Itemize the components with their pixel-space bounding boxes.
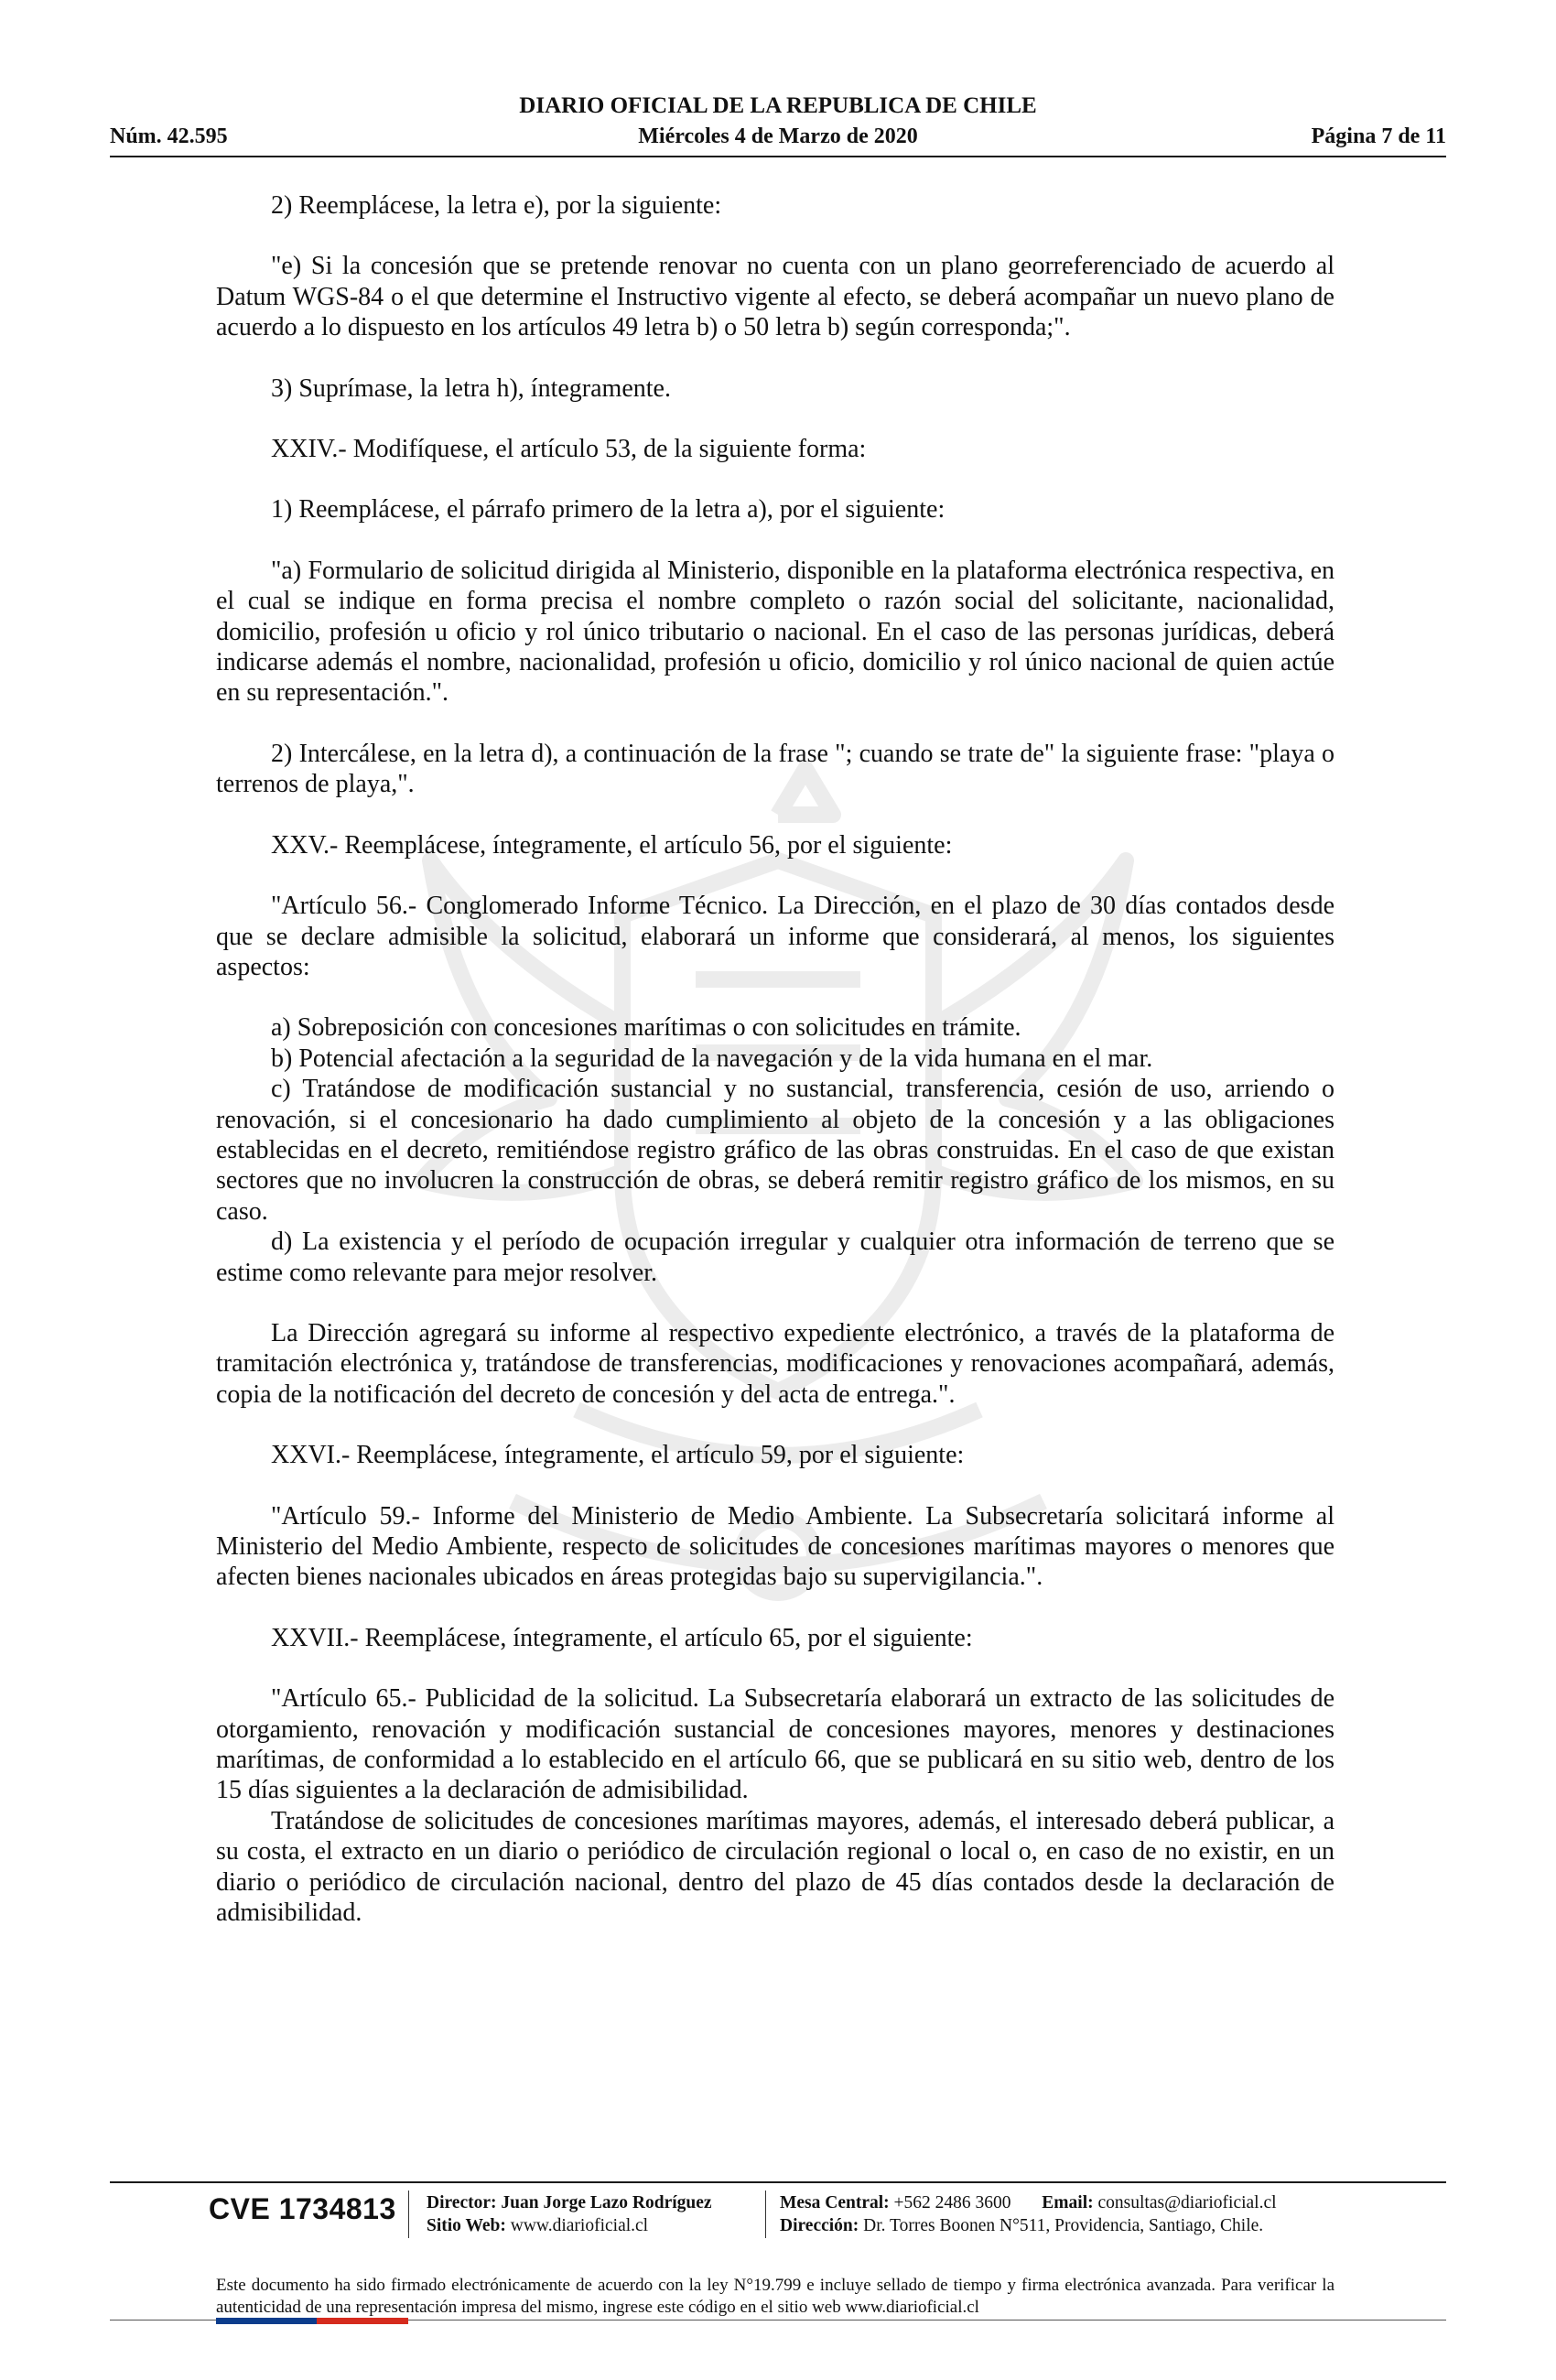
footer-divider <box>110 2181 1446 2183</box>
paragraph: 2) Reemplácese, la letra e), por la siguiente: <box>271 191 722 220</box>
publication-title: DIARIO OFICIAL DE LA REPUBLICA DE CHILE <box>519 93 1037 118</box>
paragraph: "Artículo 59.- Informe del Ministerio de Medio Ambiente. La Subsecretaría solicitará informe al Ministerio del Medio Ambiente, respecto de solicitudes de concesiones marítimas mayores o menores que afecten bienes nacionales ubicados en áreas protegidas bajo su supervigilancia.". <box>216 1501 1334 1592</box>
list-item: c) Tratándose de modificación sustancial y no sustancial, transferencia, cesión de uso, arriendo o renovación, si el concesionario ha dado cumplimiento al objeto de la concesión y a las obligaciones establecidas en el decreto, remitiéndose registro gráfico de las obras construidas. En el caso de que existan sectores que no involucren la construcción de obras, se deberá remitir registro gráfico de los mismos, en su caso. <box>216 1075 1334 1226</box>
paragraph: 3) Suprímase, la letra h), íntegramente. <box>271 373 671 403</box>
website-link[interactable]: www.diarioficial.cl <box>510 2216 649 2235</box>
paragraph: 1) Reemplácese, el párrafo primero de la letra a), por el siguiente: <box>271 495 945 525</box>
phone-label: Mesa Central: <box>780 2193 890 2212</box>
list-item: b) Potencial afectación a la seguridad de la navegación y de la vida humana en el mar. <box>271 1044 1153 1073</box>
page-number: Página 7 de 11 <box>1311 124 1446 148</box>
paragraph: XXIV.- Modifíquese, el artículo 53, de la siguiente forma: <box>271 435 867 464</box>
paragraph: Tratándose de solicitudes de concesiones marítimas mayores, además, el interesado deberá publicar, a su costa, el extracto en un diario o periódico de circulación regional o local o, en caso de no existir, en un diario o periódico de circulación nacional, dentro del plazo de 45 días contados desde la declaración de admisibilidad. <box>216 1806 1334 1928</box>
issue-number: Núm. 42.595 <box>110 124 228 148</box>
paragraph: XXV.- Reemplácese, íntegramente, el artículo 56, por el siguiente: <box>271 830 953 860</box>
footer-separator <box>765 2191 766 2238</box>
paragraph: "Artículo 56.- Conglomerado Informe Técnico. La Dirección, en el plazo de 30 días contados desde que se declare admisible la solicitud, elaborará un informe que considerará, al menos, los siguientes aspectos: <box>216 892 1334 981</box>
address-label: Dirección: <box>780 2216 859 2235</box>
cve-code: CVE 1734813 <box>209 2192 396 2225</box>
issue-date: Miércoles 4 de Marzo de 2020 <box>638 124 918 148</box>
paragraph: XXVII.- Reemplácese, íntegramente, el artículo 65, por el siguiente: <box>271 1623 973 1652</box>
address-line <box>780 2216 1263 2236</box>
website-line <box>427 2216 648 2236</box>
phone-number: +562 2486 3600 <box>893 2193 1011 2212</box>
email-link[interactable]: consultas@diarioficial.cl <box>1097 2193 1277 2212</box>
flag-blue-stripe <box>216 2318 317 2324</box>
paragraph: La Dirección agregará su informe al respectivo expediente electrónico, a través de la plataforma de tramitación electrónica y, tratándose de transferencias, modificaciones y renovaciones acompañará, además, copia de la notificación del decreto de concesión y del acta de entrega.". <box>216 1318 1334 1409</box>
paragraph: XXVI.- Reemplácese, íntegramente, el artículo 59, por el siguiente: <box>271 1441 965 1470</box>
email-label: Email: <box>1042 2193 1094 2212</box>
paragraph: "e) Si la concesión que se pretende renovar no cuenta con un plano georreferenciado de acuerdo al Datum WGS-84 o el que determine el Instructivo vigente al efecto, se deberá acompañar un nuevo plano de acuerdo a lo dispuesto en los artículos 49 letra b) o 50 letra b) según corresponda;". <box>216 252 1334 342</box>
director-line <box>427 2193 712 2213</box>
flag-red-stripe <box>317 2318 408 2324</box>
signature-disclaimer: Este documento ha sido firmado electrónicamente de acuerdo con la ley N°19.799 e incluye sellado de tiempo y firma electrónica avanzada. Para verificar la autenticidad de una representación impresa del mismo, ingrese este código en el sitio web www.diarioficial.cl <box>216 2276 1334 2317</box>
list-item: d) La existencia y el período de ocupación irregular y cualquier otra información de terreno que se estime como relevante para mejor resolver. <box>216 1228 1334 1287</box>
footer-separator <box>408 2191 409 2238</box>
chile-flag-stripe <box>216 2318 408 2324</box>
address-value: Dr. Torres Boonen N°511, Providencia, Santiago, Chile. <box>863 2216 1264 2235</box>
document-body <box>216 190 1334 1928</box>
website-label: Sitio Web: <box>427 2216 506 2235</box>
director-name: Juan Jorge Lazo Rodríguez <box>501 2193 712 2212</box>
list-item: a) Sobreposición con concesiones marítimas o con solicitudes en trámite. <box>271 1013 1021 1043</box>
director-label: Director: <box>427 2193 497 2212</box>
page-header <box>110 93 1446 157</box>
paragraph: "a) Formulario de solicitud dirigida al Ministerio, disponible en la plataforma electrónica respectiva, en el cual se indique en forma precisa el nombre completo o razón social del solicitante, nacionalidad, domicilio, profesión u oficio y rol único tributario o nacional. En el caso de las personas jurídicas, deberá indicarse además el nombre, nacionalidad, profesión u oficio, domicilio y rol único nacional de quien actúe en su representación.". <box>216 556 1334 708</box>
contact-line <box>780 2193 1277 2213</box>
paragraph: 2) Intercálese, en la letra d), a continuación de la frase "; cuando se trate de" la siguiente frase: "playa o terrenos de playa,". <box>216 739 1334 799</box>
paragraph: "Artículo 65.- Publicidad de la solicitud. La Subsecretaría elaborará un extracto de las solicitudes de otorgamiento, renovación y modificación sustancial de concesiones mayores, menores y destinaciones marítimas, de conformidad a lo establecido en el artículo 66, que se publicará en su sitio web, dentro de los 15 días siguientes a la declaración de admisibilidad. <box>216 1684 1334 1805</box>
